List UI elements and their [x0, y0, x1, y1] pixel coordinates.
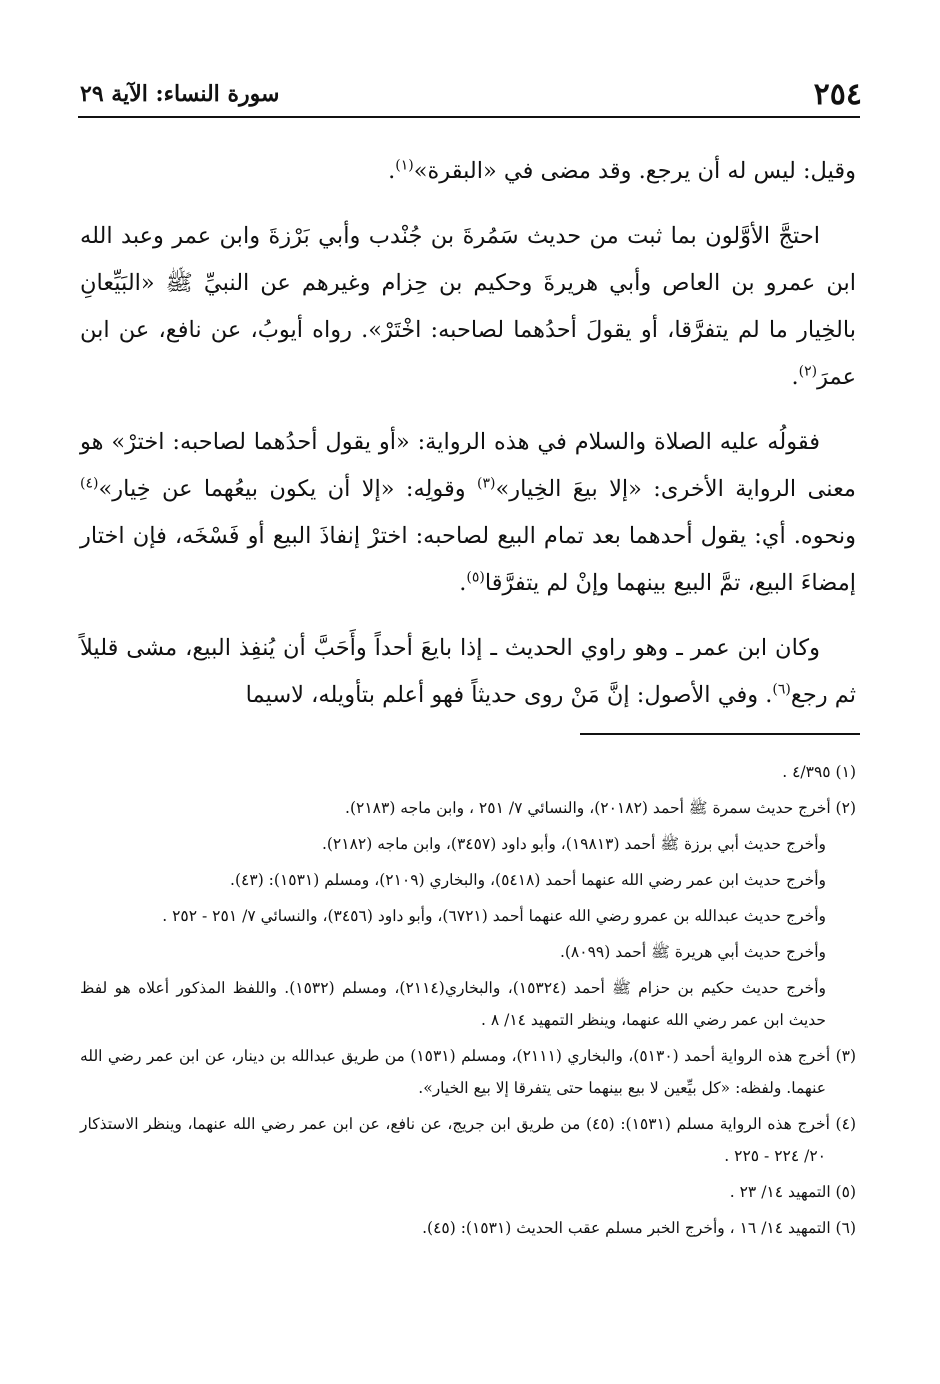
paragraph-2-text: احتجَّ الأوَّلون بما ثبت من حديث سَمُرةَ بن جُنْدب وأبي بَرْزةَ وابن عمر وعبد الله ابن عمرو بن العاص وأبي هريرةَ وحكيم بن حِزام وغيرهم عن النبيِّ ﷺ «البَيِّعانِ بالخِيار ما لم يتفرَّقا، أو يقولَ أحدُهما لصاحبه: اخْتَرْ». رواه أيوبُ، عن نافع، عن ابن عمرَ	[80, 223, 856, 390]
footnote-5: (٥) التمهيد ١٤/ ٢٣ .	[729, 1183, 856, 1201]
footnote-ref-6: (٦)	[772, 681, 791, 698]
footnotes	[80, 756, 856, 1248]
header-divider	[78, 116, 860, 118]
footnote-divider	[580, 733, 860, 735]
paragraph-3-text-c: ونحوه. أي: يقول أحدهما بعد تمام البيع لصاحبه: اخترْ إنفاذَ البيع أو فَسْخَه، فإن اختار إمضاءَ البيع، تمَّ البيع بينهما وإنْ لم يتفرَّقا	[80, 523, 856, 596]
footnote-6: (٦) التمهيد ١٤/ ١٦ ، وأخرج الخبر مسلم عقب الحديث (١٥٣١): (٤٥).	[422, 1219, 856, 1237]
main-text	[80, 148, 856, 737]
footnote-ref-2: (٢)	[798, 363, 818, 380]
page-number: ٢٥٤	[813, 76, 862, 112]
paragraph-2-end: .	[791, 364, 799, 390]
footnote-ref-3: (٣)	[476, 475, 496, 492]
paragraph-3	[80, 419, 856, 607]
footnote-2-continued-b: وأخرج حديث أبي برزة ﷺ أحمد (١٩٨١٣)، وأبو داود (٣٤٥٧)، وابن ماجه (٢١٨٢).	[321, 835, 826, 853]
paragraph-4-text-b: . وفي الأصول: إنَّ مَنْ روى حديثاً فهو أعلم بتأويله، لاسيما	[245, 682, 773, 708]
paragraph-3-end: .	[459, 570, 467, 596]
footnote-2-continued-c: وأخرج حديث ابن عمر رضي الله عنهما أحمد (٥٤١٨)، والبخاري (٢١٠٩)، ومسلم (١٥٣١): (٤٣).	[230, 871, 826, 889]
footnote-ref-4: (٤)	[80, 475, 99, 492]
running-title: سورة النساء: الآية ٢٩	[80, 81, 280, 107]
footnote-ref-5: (٥)	[466, 569, 485, 586]
footnote-4: (٤) أخرج هذه الرواية مسلم (١٥٣١): (٤٥) من طريق ابن جريج، عن نافع، عن ابن عمر رضي الله عنهما، وينظر الاستذكار ٢٠/ ٢٢٤ - ٢٢٥ .	[80, 1115, 856, 1165]
paragraph-3-text-b: وقولِه: «إلا أن يكون بيعُهما عن خِيار»	[98, 476, 477, 502]
page-header	[80, 74, 862, 114]
paragraph-4	[80, 625, 856, 719]
footnote-2-continued-f: وأخرج حديث حكيم بن حزام ﷺ أحمد (١٥٣٢٤)، والبخاري(٢١١٤)، ومسلم (١٥٣٢). واللفظ المذكور أعلاه هو لفظ حديث ابن عمر رضي الله عنهما، وينظر التمهيد ١٤/ ٨ .	[80, 979, 827, 1029]
paragraph-2	[80, 213, 856, 401]
footnote-3: (٣) أخرج هذه الرواية أحمد (٥١٣٠)، والبخاري (٢١١١)، ومسلم (١٥٣١) من طريق عبدالله بن دينار، عن ابن عمر رضي الله عنهما. ولفظه: «كل بيِّعين لا بيع بينهما حتى يتفرقا إلا بيع الخيار».	[80, 1047, 857, 1097]
paragraph-1-end: .	[388, 158, 396, 184]
paragraph-1	[80, 148, 856, 195]
footnote-2: (٢) أخرج حديث سمرة ﷺ أحمد (٢٠١٨٢)، والنسائي ٧/ ٢٥١ ، وابن ماجه (٢١٨٣).	[345, 799, 856, 817]
footnote-1: (١) ٤/٣٩٥ .	[782, 763, 856, 781]
footnote-ref-1: (١)	[395, 157, 414, 174]
footnote-2-continued-e: وأخرج حديث أبي هريرة ﷺ أحمد (٨٠٩٩).	[559, 943, 826, 961]
paragraph-4-text-a: وكان ابن عمر ـ وهو راوي الحديث ـ إذا بايعَ أحداً وأَحَبَّ أن يُنفِذ البيع، مشى قليلاً ثم رجع	[80, 635, 856, 708]
footnote-2-continued-d: وأخرج حديث عبدالله بن عمرو رضي الله عنهما أحمد (٦٧٢١)، وأبو داود (٣٤٥٦)، والنسائي ٧/ ٢٥١ - ٢٥٢ .	[162, 907, 826, 925]
paragraph-1-text: وقيل: ليس له أن يرجع. وقد مضى في «البقرة»	[413, 158, 856, 184]
paragraph-3-text-a: فقولُه عليه الصلاة والسلام في هذه الرواية: «أو يقول أحدُهما لصاحبه: اخترْ» هو معنى الرواية الأخرى: «إلا بيعَ الخِيار»	[80, 429, 856, 502]
